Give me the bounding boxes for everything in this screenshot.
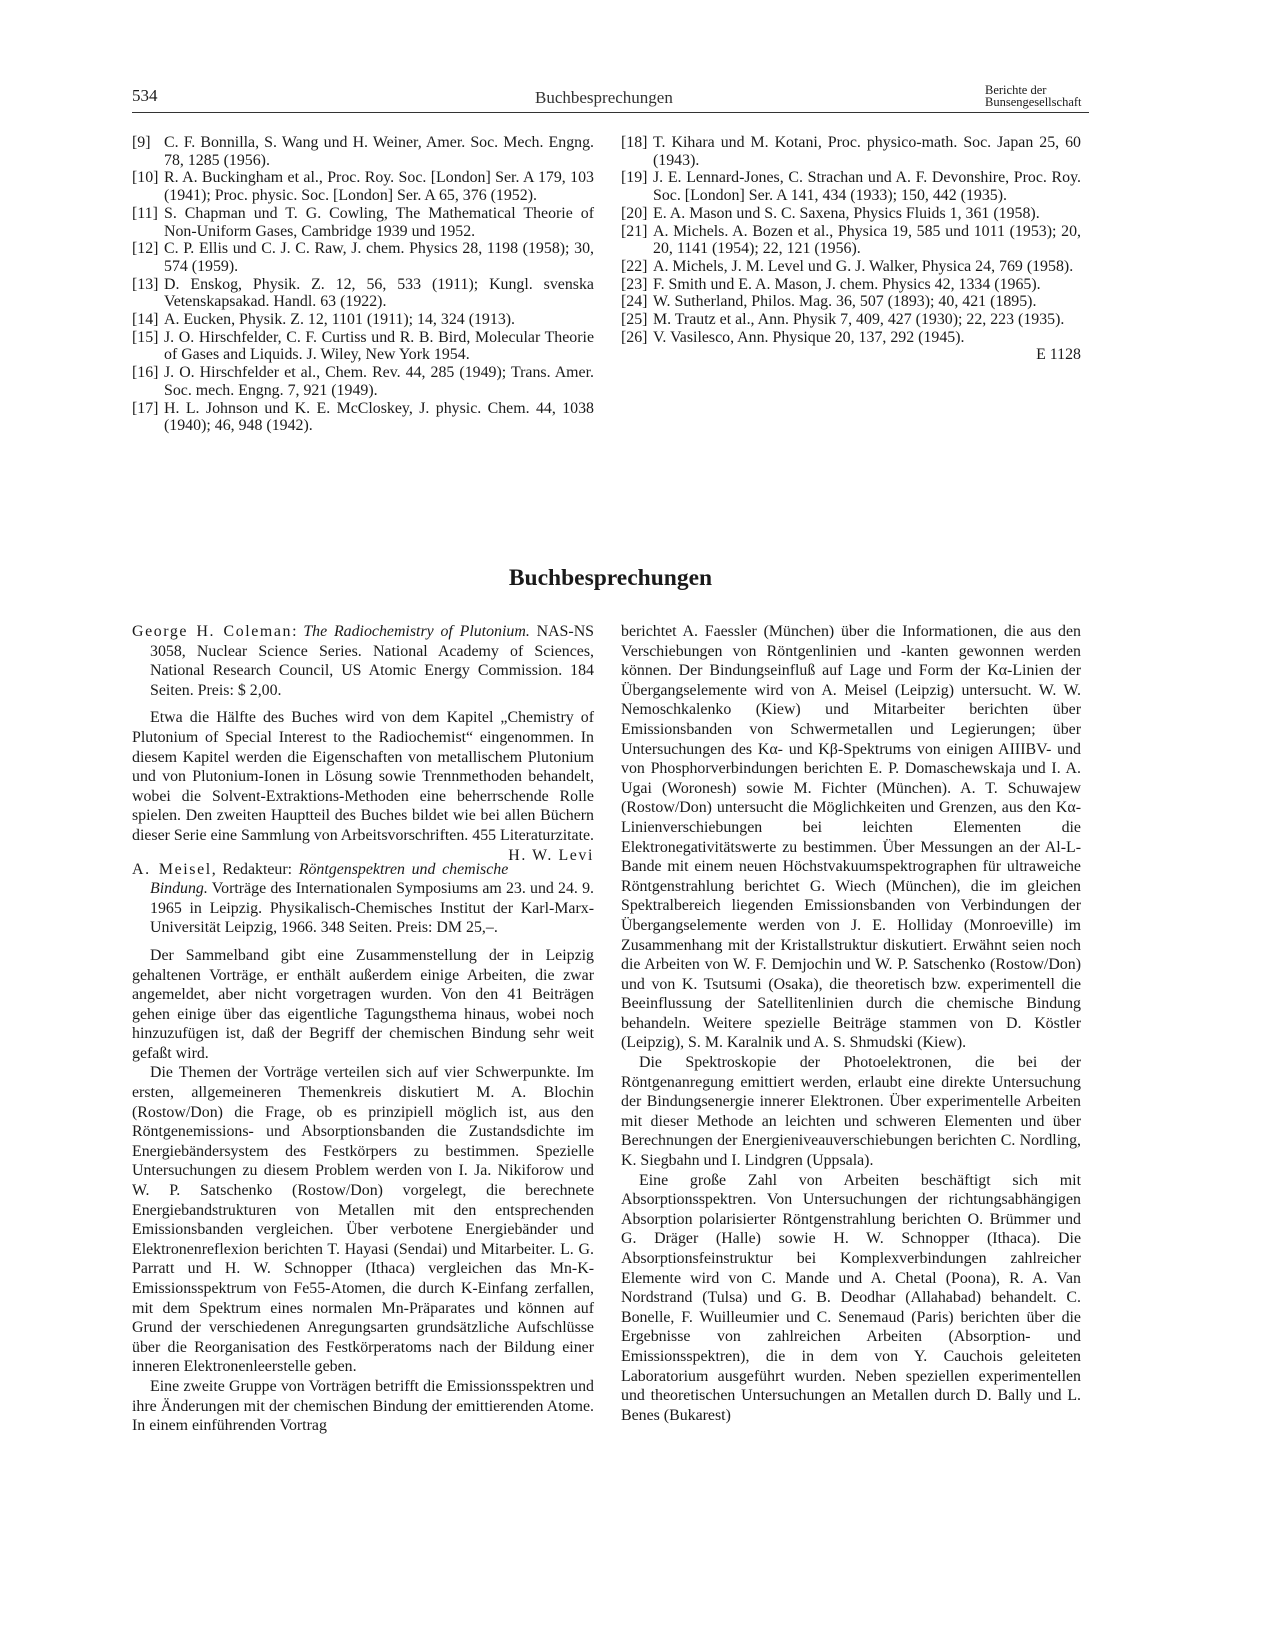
reference-number: [19]	[621, 169, 648, 187]
reference-item	[621, 258, 1081, 276]
review-author: George H. Coleman	[132, 623, 293, 640]
reference-text: C. P. Ellis und C. J. C. Raw, J. chem. Physics 28, 1198 (1958); 30, 574 (1959).	[164, 240, 594, 275]
reference-number: [12]	[132, 240, 159, 258]
reference-item	[132, 205, 594, 240]
journal-name-line1: Berichte der	[985, 83, 1047, 97]
reference-number: [17]	[132, 399, 159, 417]
reference-item	[621, 134, 1081, 169]
review-paragraph: Eine zweite Gruppe von Vorträgen betrifft die Emissionsspektren und ihre Änderungen mit der chemischen Bindung der emittierenden Atome. In einem einführenden Vortrag	[132, 1377, 594, 1435]
reference-number: [13]	[132, 275, 159, 293]
journal-name	[985, 84, 1082, 108]
reference-item	[132, 311, 594, 329]
reference-item	[132, 276, 594, 311]
reference-number: [21]	[621, 222, 648, 240]
reference-text: V. Vasilesco, Ann. Physique 20, 137, 292 (1945).	[653, 328, 965, 346]
journal-name-line2: Bunsengesellschaft	[985, 95, 1082, 109]
reference-number: [25]	[621, 311, 648, 329]
section-heading: Buchbesprechungen	[508, 565, 713, 591]
reference-number: [9]	[132, 134, 151, 151]
reference-item	[621, 169, 1081, 204]
reference-number: [10]	[132, 169, 159, 187]
review-book-details: Vorträge des Internationalen Symposiums am 23. und 24. 9. 1965 in Leipzig. Physikalisch-Chemisches Institut der Karl-Marx-Universität Leipzig, 1966. 348 Seiten. Preis: DM 25,–.	[150, 880, 594, 937]
reference-number: [18]	[621, 134, 648, 151]
reference-text: R. A. Buckingham et al., Proc. Roy. Soc. [London] Ser. A 179, 103 (1941); Proc. physic. Soc. [London] Ser. A 65, 376 (1952).	[164, 169, 594, 205]
reference-text: D. Enskog, Physik. Z. 12, 56, 533 (1911); Kungl. svenska Vetenskapsakad. Handl. 63 (1922).	[164, 275, 594, 311]
references-left-column	[132, 134, 594, 435]
reference-number: [22]	[621, 257, 648, 275]
reference-item	[132, 364, 594, 399]
reference-text: E. A. Mason und S. C. Saxena, Physics Fluids 1, 361 (1958).	[653, 204, 1040, 222]
review-text: Etwa die Hälfte des Buches wird von dem Kapitel „Chemistry of Plutonium of Special Interest to the Radiochemist“ eingenommen. In diesem Kapitel werden die Eigenschaften von metallischem Plutonium und von Plutonium-Ionen in Lösung sowie Trennmethoden behandelt, wobei die Solvent-Extraktions-Methoden eine beherrschende Rolle spielen. Den zweiten Hauptteil des Buches bildet wie bei allen Büchern dieser Serie eine Sammlung von Arbeitsvorschriften. 455 Literaturzitate.	[132, 709, 595, 844]
reference-item	[132, 329, 594, 364]
reference-number: [23]	[621, 275, 648, 293]
reference-number: [14]	[132, 311, 159, 329]
reference-number: [16]	[132, 364, 159, 382]
reference-item	[621, 223, 1081, 258]
reference-item	[621, 311, 1081, 329]
review-book-title: Röntgenspektren und chemische Bindung.	[150, 860, 509, 898]
running-section-title: Buchbesprechungen	[535, 88, 673, 107]
review-paragraph	[132, 708, 595, 864]
review-paragraph: Der Sammelband gibt eine Zusammenstellung der in Leipzig gehaltenen Vorträge, er enthält außerdem einige Arbeiten, die zwar angemeldet, aber nicht vorgetragen wurden. Von den 41 Beiträgen gehen einige über das eigentliche Tagungsthema hinaus, wobei noch hinzuzufügen ist, daß der Begriff der chemischen Bindung sehr weit gefaßt wird.	[132, 946, 594, 1062]
author-separator: :	[292, 623, 304, 640]
references-right-column	[621, 134, 1081, 364]
reference-item	[621, 293, 1081, 311]
reference-number: [26]	[621, 328, 648, 346]
header-rule	[132, 112, 1089, 113]
reference-text: C. F. Bonnilla, S. Wang und H. Weiner, Amer. Soc. Mech. Engng. 78, 1285 (1956).	[164, 134, 594, 169]
body-left-column	[132, 622, 594, 1436]
review-book-title: The Radiochemistry of Plutonium.	[303, 623, 530, 640]
review-paragraph: berichtet A. Faessler (München) über die Informationen, die aus den Verschiebungen von Röntgenlinien und -kanten gewonnen werden können. Der Bindungseinfluß auf Lage und Form der Kα-Linien der Übergangselemente wird von A. Meisel (Leipzig) untersucht. W. W. Nemoschkalenko (Kiew) und Mitarbeiter berichten über Emissionsbanden von Schwermetallen und Legierungen; über Untersuchungen des Kα- und Kβ-Spektrums von einigen AIIIBV- und von Phosphorverbindungen berichten E. P. Domaschewskaja und I. A. Ugai (Woronesh) sowie M. Fichter (München). A. T. Schuwajew (Rostow/Don) untersucht die Möglichkeiten und Grenzen, aus den Kα-Linienverschiebungen bei leichten Elementen die Elektronegativitätswerte zu bestimmen. Über Messungen an der Al-L-Bande mit einem neuen Höchstvakuumspektrographen für ultraweiche Röntgenstrahlung berichtet G. Wiech (München), die im gleichen Spektralbereich liegenden Emissionsbanden von Verbindungen der Übergangselemente werden von J. E. Holliday (Monroeville) im Zusammenhang mit der Kristallstruktur diskutiert. Erwähnt seien noch die Arbeiten von W. F. Demjochin und W. P. Satschenko (Rostow/Don) und von K. Tsutsumi (Osaka), die theoretisch bzw. experimentell die Beeinflussung der Satellitenlinien durch die chemische Bindung behandeln. Weitere spezielle Beiträge stammen von D. Köstler (Leipzig), S. M. Karalnik und A. S. Shmudski (Kiew).	[621, 623, 1081, 1052]
article-code: E 1128	[1036, 346, 1081, 364]
reference-number: [15]	[132, 328, 159, 346]
reference-item	[132, 134, 594, 169]
reference-item	[132, 400, 594, 435]
reference-text: J. O. Hirschfelder, C. F. Curtiss und R. B. Bird, Molecular Theorie of Gases and Liquids. J. Wiley, New York 1954.	[164, 328, 594, 364]
review-paragraph: Die Themen der Vorträge verteilen sich auf vier Schwerpunkte. Im ersten, allgemeineren Themenkreis diskutiert M. A. Blochin (Rostow/Don) die Frage, ob es prinzipiell möglich ist, aus den Röntgenemissions- und Absorptionsbanden die Zustandsdichte im Energiebändersystem des Festkörpers zu bestimmen. Spezielle Untersuchungen zu diesem Problem werden von I. Ja. Nikiforow und W. P. Satschenko (Rostow/Don) vorgelegt, die berechnete Energiebandstrukturen von Metallen mit den entsprechenden Emissionsbanden vergleichen. Über verbotene Energiebänder und Elektronenreflexion berichten T. Hayasi (Sendai) und Mitarbeiter. L. G. Parratt und H. W. Schnopper (Ithaca) vergleichen das Mn-K-Emissionsspektrum von Fe55-Atomen, die durch K-Einfang zerfallen, mit dem Spektrum eines normalen Mn-Präparates und können auf Grund der verschiedenen Anregungsarten grundsätzliche Aufschlüsse über die Reorganisation des Festkörperatoms nach der Bildung einer inneren Elektronenleerstelle geben.	[132, 1064, 594, 1376]
reference-number: [24]	[621, 293, 648, 311]
reference-text: J. E. Lennard-Jones, C. Strachan und A. F. Devonshire, Proc. Roy. Soc. [London] Ser. A 141, 434 (1933); 150, 442 (1935).	[653, 169, 1081, 205]
review-author: A. Meisel	[132, 860, 212, 878]
reference-text: H. L. Johnson und K. E. McCloskey, J. physic. Chem. 44, 1038 (1940); 46, 948 (1942).	[164, 399, 594, 435]
review-author-role: , Redakteur:	[211, 860, 293, 878]
reference-number: [11]	[132, 204, 158, 222]
reference-number: [20]	[621, 204, 648, 222]
review-book-details: NAS-NS 3058, Nuclear Science Series. National Academy of Sciences, National Research Council, US Atomic Energy Commission. 184 Seiten. Preis: $ 2,00.	[150, 623, 595, 699]
reference-text: A. Michels, J. M. Level und G. J. Walker, Physica 24, 769 (1958).	[653, 257, 1074, 275]
reference-text: W. Sutherland, Philos. Mag. 36, 507 (1893); 40, 421 (1895).	[653, 293, 1037, 311]
review-paragraph: Die Spektroskopie der Photoelektronen, die bei der Röntgenanregung emittiert werden, erlaubt eine direkte Untersuchung der Bindungsenergie innerer Elektronen. Über experimentelle Arbeiten mit dieser Methode an leichten und schweren Elementen und über Berechnungen der Energieniveauverschiebungen berichten C. Nordling, K. Siegbahn und I. Lindgren (Uppsala).	[621, 1054, 1081, 1170]
reference-item	[132, 240, 594, 275]
reference-item	[132, 169, 594, 204]
reference-text: M. Trautz et al., Ann. Physik 7, 409, 427 (1930); 22, 223 (1935).	[653, 311, 1065, 329]
review-entry	[132, 622, 594, 700]
reference-text: A. Eucken, Physik. Z. 12, 1101 (1911); 14, 324 (1913).	[164, 311, 516, 329]
reference-text: F. Smith und E. A. Mason, J. chem. Physics 42, 1334 (1965).	[653, 275, 1041, 293]
body-right-column	[621, 622, 1081, 1425]
reference-text: A. Michels. A. Bozen et al., Physica 19, 585 und 1011 (1953); 20, 20, 1141 (1954); 22, 121 (1956).	[653, 222, 1081, 258]
reference-text: S. Chapman und T. G. Cowling, The Mathematical Theorie of Non-Uniform Gases, Cambridge 1939 und 1952.	[164, 204, 594, 240]
reference-text: J. O. Hirschfelder et al., Chem. Rev. 44, 285 (1949); Trans. Amer. Soc. mech. Engng. 7, 921 (1949).	[164, 364, 594, 399]
reference-item	[621, 329, 1081, 347]
review-entry	[132, 860, 594, 938]
reference-text: T. Kihara und M. Kotani, Proc. physico-math. Soc. Japan 25, 60 (1943).	[653, 134, 1081, 169]
review-paragraph: Eine große Zahl von Arbeiten beschäftigt sich mit Absorptionsspektren. Von Untersuchungen der richtungsabhängigen Absorption polarisierter Röntgenstrahlung berichten O. Brümmer und G. Dräger (Halle) sowie H. W. Schnopper (Ithaca). Die Absorptionsfeinstruktur bei Komplexverbindungen zahlreicher Elemente wird von C. Mande und A. Chetal (Poona), R. A. Van Nordstrand (Tulsa) und G. B. Deodhar (Allahabad) behandelt. C. Bonelle, F. Wuilleumier und C. Senemaud (Paris) berichten über die Ergebnisse von zahlreichen Arbeiten (Absorption- und Emissionsspektren), die in dem von Y. Cauchois geleiteten Laboratorium ausgeführt wurden. Neben speziellen experimentellen und theoretischen Untersuchungen an Metallen durch D. Bally und L. Benes (Bukarest)	[621, 1171, 1081, 1424]
reference-item	[621, 205, 1081, 223]
reference-item	[621, 276, 1081, 294]
page-number: 534	[132, 86, 158, 105]
reviewer-name: H. W. Levi	[508, 846, 594, 864]
